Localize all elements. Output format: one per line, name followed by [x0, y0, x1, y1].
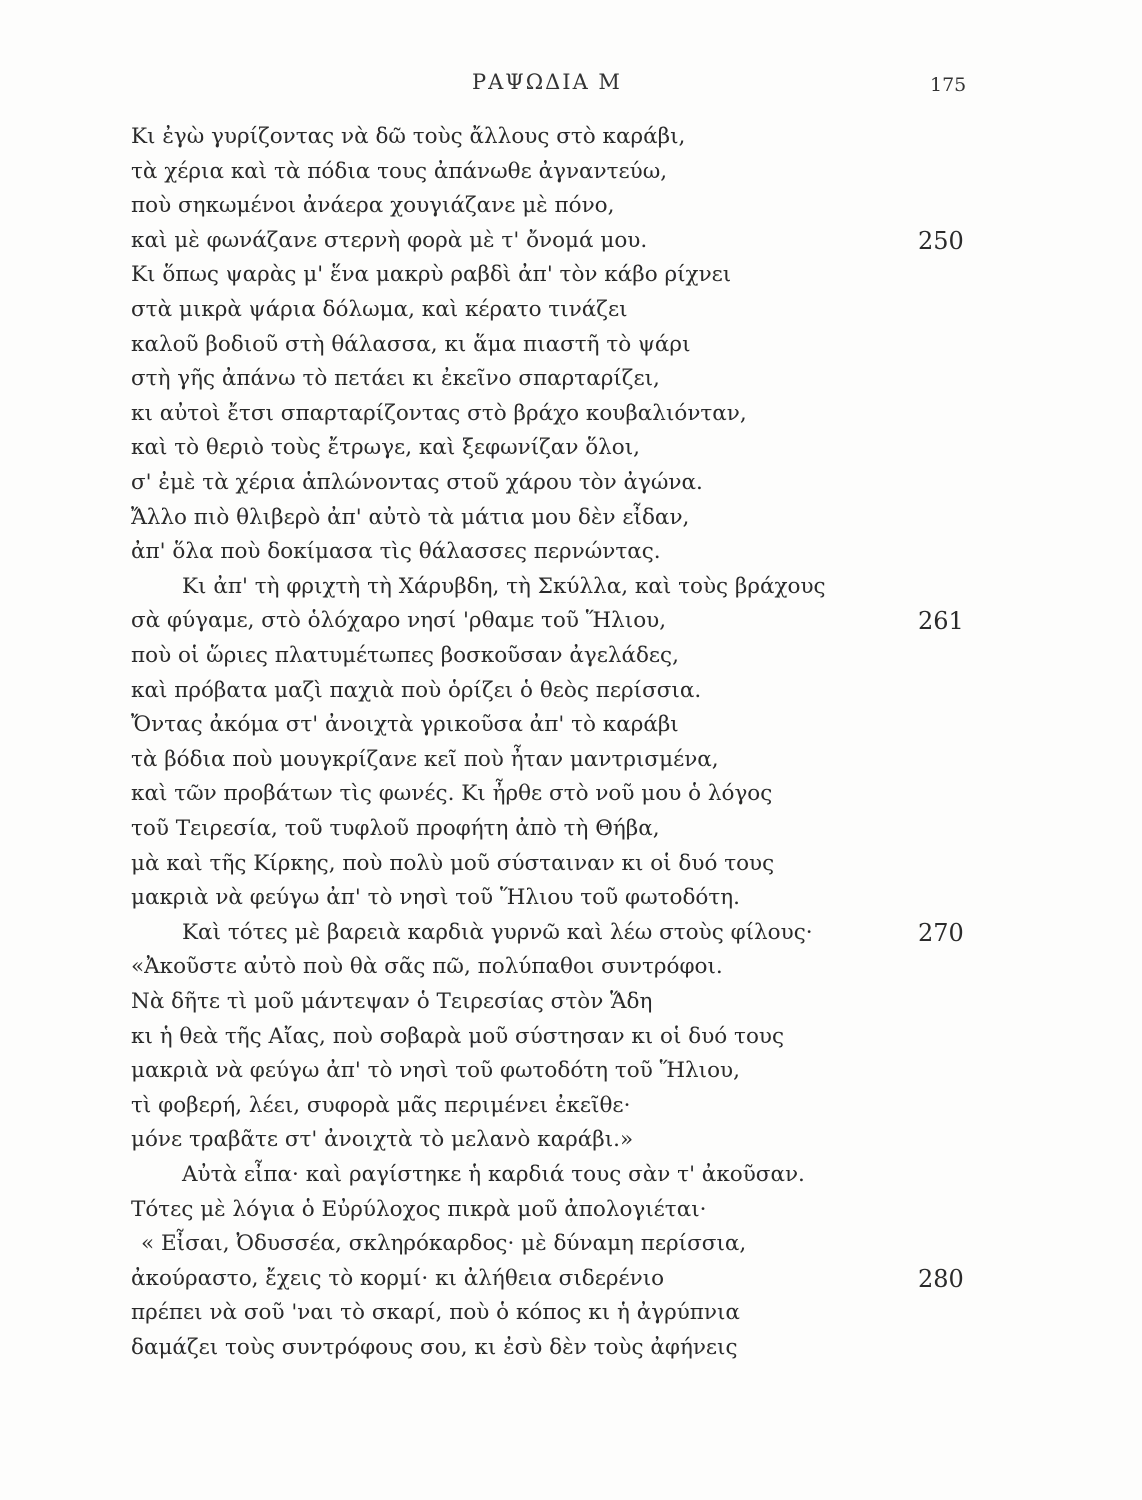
verse-line [131, 1262, 664, 1296]
verse-line [131, 258, 731, 292]
verse-line-text: στὰ μικρὰ ψάρια δόλωμα, καὶ κέρατο τινάζει [131, 297, 628, 322]
verse-line [131, 950, 723, 984]
verse-line-text: τοῦ Τειρεσία, τοῦ τυφλοῦ προφήτη ἀπὸ τὴ Θήβα, [131, 816, 660, 841]
verse-line-text: δαμάζει τοὺς συντρόφους σου, κι ἐσὺ δὲν τοὺς ἀφήνεις [131, 1335, 738, 1360]
verse-line [131, 1020, 784, 1054]
verse-line-text: μόνε τραβᾶτε στ' ἀνοιχτὰ τὸ μελανὸ καράβι.» [131, 1127, 634, 1153]
verse-line-text: « Εἶσαι, Ὀδυσσέα, σκληρόκαρδος· μὲ δύναμη περίσσια, [141, 1231, 747, 1257]
verse-line [182, 1158, 805, 1192]
verse-line [131, 1089, 630, 1123]
verse-line-text: τὶ φοβερή, λέει, συφορὰ μᾶς περιμένει ἐκεῖθε· [131, 1092, 631, 1118]
verse-line-text: μακριὰ νὰ φεύγω ἀπ' τὸ νησὶ τοῦ Ἥλιου τοῦ φωτοδότη. [131, 885, 740, 911]
verse-line-text: καλοῦ βοδιοῦ στὴ θάλασσα, κι ἅμα πιαστῆ τὸ ψάρι [131, 331, 691, 357]
verse-line [131, 1331, 738, 1365]
verse-line-text: σ' ἐμὲ τὰ χέρια ἁπλώνοντας στοῦ χάρου τὸν ἀγώνα. [131, 470, 703, 495]
verse-line-text: κι αὐτοὶ ἔτσι σπαρταρίζοντας στὸ βράχο κουβαλιόνταν, [131, 400, 747, 426]
verse-line [141, 1227, 746, 1261]
verse-line [131, 1193, 706, 1227]
verse-line-text: Αὐτὰ εἶπα· καὶ ραγίστηκε ἡ καρδιά τους σὰν τ' ἀκοῦσαν. [182, 1162, 805, 1187]
verse-line-text: Κι ἐγὼ γυρίζοντας νὰ δῶ τοὺς ἄλλους στὸ καράβι, [131, 124, 686, 149]
running-title: ΡΑΨΩΔΙΑ Μ [472, 70, 622, 94]
verse-line-text: σὰ φύγαμε, στὸ ὁλόχαρο νησί 'ρθαμε τοῦ Ἥλιου, [131, 608, 667, 634]
verse-line [131, 189, 614, 223]
verse-line [131, 155, 667, 189]
verse-line-text: Τότες μὲ λόγια ὁ Εὐρύλοχος πικρὰ μοῦ ἀπολογιέται· [131, 1196, 707, 1222]
verse-line [131, 466, 703, 500]
verse-line [131, 812, 660, 846]
verse-line-text: ἀκούραστο, ἔχεις τὸ κορμί· κι ἀλήθεια σιδερένιο [131, 1265, 665, 1291]
verse-line-text: Ὄντας ἀκόμα στ' ἀνοιχτὰ γρικοῦσα ἀπ' τὸ καράβι [131, 712, 679, 738]
line-number: 280 [918, 1264, 964, 1293]
verse-line [131, 120, 685, 154]
verse-line [131, 501, 689, 535]
verse-line [131, 847, 774, 881]
verse-line-text: Κι ὅπως ψαρὰς μ' ἕνα μακρὺ ραβδὶ ἀπ' τὸν κάβο ρίχνει [131, 262, 732, 288]
verse-line [131, 1296, 740, 1330]
verse-line [182, 570, 826, 604]
verse-line [131, 328, 691, 362]
verse-line-text: ἀπ' ὅλα ποὺ δοκίμασα τὶς θάλασσες περνώντας. [131, 539, 661, 565]
verse-line-text: Κι ἀπ' τὴ φριχτὴ τὴ Χάρυβδη, τὴ Σκύλλα, καὶ τοὺς βράχους [182, 573, 826, 599]
verse-line-text: Καὶ τότες μὲ βαρειὰ καρδιὰ γυρνῶ καὶ λέω στοὺς φίλους· [182, 919, 813, 945]
verse-line [131, 743, 719, 777]
verse-line-text: τὰ βόδια ποὺ μουγκρίζανε κεῖ ποὺ ἦταν μαντρισμένα, [131, 746, 719, 772]
verse-line [131, 881, 740, 915]
line-number: 250 [918, 226, 964, 255]
verse-line-text: ποὺ οἱ ὥριες πλατυμέτωπες βοσκοῦσαν ἀγελάδες, [131, 643, 679, 668]
verse-line [182, 916, 813, 950]
verse-line-text: μακριὰ νὰ φεύγω ἀπ' τὸ νησὶ τοῦ φωτοδότη τοῦ Ἥλιου, [131, 1058, 740, 1084]
verse-line [131, 708, 679, 742]
verse-line-text: καὶ τὸ θεριὸ τοὺς ἔτρωγε, καὶ ξεφωνίζαν ὅλοι, [131, 435, 641, 461]
running-head [0, 70, 1142, 100]
verse-line-text: καὶ μὲ φωνάζανε στερνὴ φορὰ μὲ τ' ὄνομά μου. [131, 227, 648, 253]
verse-line-text: καὶ τῶν προβάτων τὶς φωνές. Κι ἦρθε στὸ νοῦ μου ὁ λόγος [131, 781, 773, 807]
verse-line-text: «Ἀκοῦστε αὐτὸ ποὺ θὰ σᾶς πῶ, πολύπαθοι συντρόφοι. [131, 954, 723, 980]
verse-line [131, 777, 772, 811]
verse-line-text: τὰ χέρια καὶ τὰ πόδια τους ἀπάνωθε ἀγναντεύω, [131, 158, 668, 184]
verse-line [131, 224, 647, 258]
verse-line [131, 431, 640, 465]
line-number: 270 [918, 918, 964, 947]
verse-line [131, 1054, 740, 1088]
verse-line [131, 639, 679, 673]
page-number: 175 [930, 74, 967, 96]
verse-line-text: Νὰ δῆτε τὶ μοῦ μάντεψαν ὁ Τειρεσίας στὸν Ἅδη [131, 989, 653, 1014]
verse-line [131, 674, 701, 708]
verse-line [131, 985, 652, 1019]
verse-line-text: ποὺ σηκωμένοι ἀνάερα χουγιάζανε μὲ πόνο, [131, 193, 615, 219]
verse-line [131, 397, 747, 431]
verse-line [131, 1123, 633, 1157]
verse-line [131, 535, 661, 569]
verse-line-text: στὴ γῆς ἀπάνω τὸ πετάει κι ἐκεῖνο σπαρταρίζει, [131, 366, 660, 392]
verse-line-text: κι ἡ θεὰ τῆς Αἴας, ποὺ σοβαρὰ μοῦ σύστησαν κι οἱ δυό τους [131, 1023, 784, 1049]
verse-line [131, 604, 666, 638]
verse-line [131, 362, 660, 396]
line-number: 261 [918, 607, 964, 636]
verse-line-text: Ἄλλο πιὸ θλιβερὸ ἀπ' αὐτὸ τὰ μάτια μου δὲν εἶδαν, [131, 504, 690, 530]
verse-line-text: πρέπει νὰ σοῦ 'ναι τὸ σκαρί, ποὺ ὁ κόπος κι ἡ ἀγρύπνια [131, 1300, 740, 1326]
verse-line-text: καὶ πρόβατα μαζὶ παχιὰ ποὺ ὁρίζει ὁ θεὸς περίσσια. [131, 677, 702, 703]
verse-line [131, 293, 628, 327]
verse-line-text: μὰ καὶ τῆς Κίρκης, ποὺ πολὺ μοῦ σύσταιναν κι οἱ δυό τους [131, 850, 775, 876]
